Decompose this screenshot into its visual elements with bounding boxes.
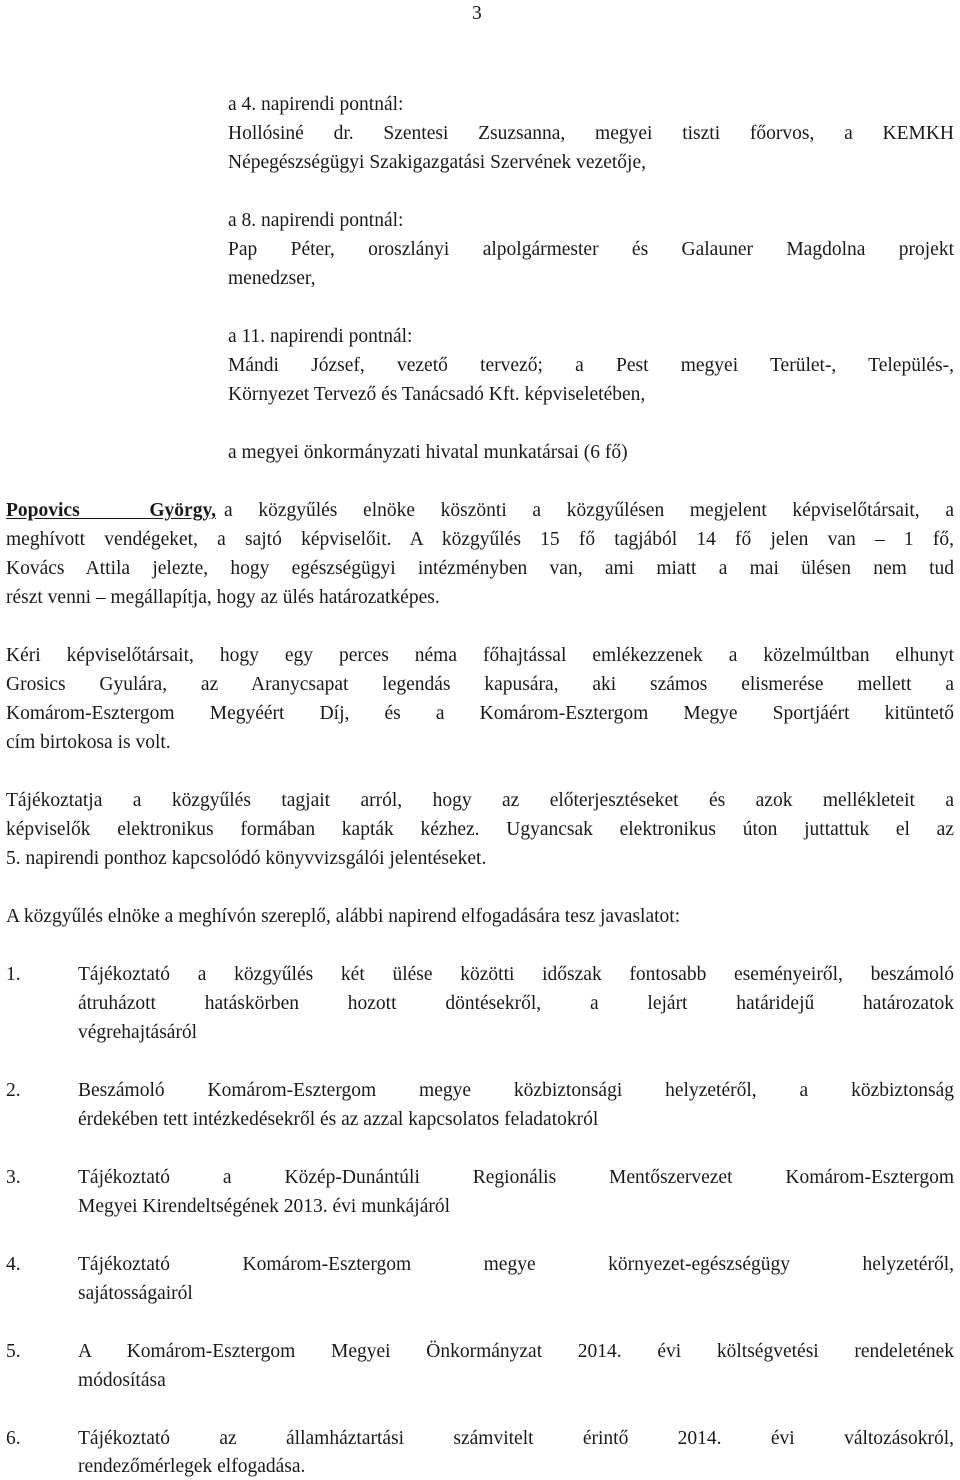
agenda-item-number: 6. (6, 1428, 21, 1449)
invitee-item4-line: Népegészségügyi Szakigazgatási Szervének vezetője, (228, 152, 646, 173)
agenda-item-text: Tájékoztató az államháztartási számvitelt érintő 2014. évi változásokról, (78, 1428, 954, 1449)
agenda-item-text: módosítása (78, 1370, 166, 1391)
info-line: Tájékoztatja a közgyűlés tagjait arról, hogy az előterjesztéseket és azok mellékleteit a (6, 790, 954, 811)
invitee-staff: a megyei önkormányzati hivatal munkatársai (6 fő) (228, 442, 628, 463)
agenda-item-text: Megyei Kirendeltségének 2013. évi munkájáról (78, 1196, 451, 1217)
silence-line: cím birtokosa is volt. (6, 732, 171, 753)
invitee-item11-line: Környezet Tervező és Tanácsadó Kft. képviseletében, (228, 384, 646, 405)
invitee-item8-line: Pap Péter, oroszlányi alpolgármester és Galauner Magdolna projekt (228, 239, 954, 260)
agenda-item-number: 3. (6, 1167, 21, 1188)
invitee-item4-line: Hollósiné dr. Szentesi Zsuzsanna, megyei tiszti főorvos, a KEMKH (228, 123, 954, 144)
agenda-item-text: Tájékoztató Komárom-Esztergom megye környezet-egészségügy helyzetéről, (78, 1254, 954, 1275)
invitee-item8-label: a 8. napirendi pontnál: (228, 210, 404, 231)
info-line: képviselők elektronikus formában kapták kézhez. Ugyancsak elektronikus úton juttattuk el az (6, 819, 954, 840)
invitee-item8-line: menedzser, (228, 268, 316, 289)
page-number: 3 (472, 3, 482, 24)
agenda-item-number: 2. (6, 1080, 21, 1101)
invitee-item11-line: Mándi József, vezető tervező; a Pest megyei Terület-, Település-, (228, 355, 954, 376)
agenda-item-text: Tájékoztató a közgyűlés két ülése közötti időszak fontosabb eseményeiről, beszámoló (78, 964, 954, 985)
agenda-item-text: végrehajtásáról (78, 1022, 198, 1043)
greeting-line: Kovács Attila jelezte, hogy egészségügyi intézményben van, ami miatt a mai ülésen nem tud (6, 558, 954, 579)
greeting-line: meghívott vendégeket, a sajtó képviselőit. A közgyűlés 15 fő tagjából 14 fő jelen van – 1 fő, (6, 529, 954, 550)
agenda-item-text: Beszámoló Komárom-Esztergom megye közbiztonsági helyzetéről, a közbiztonság (78, 1080, 954, 1101)
greeting-line: részt venni – megállapítja, hogy az ülés határozatképes. (6, 587, 440, 608)
silence-line: Kéri képviselőtársait, hogy egy perces néma főhajtással emlékezzenek a közelmúltban elhunyt (6, 645, 954, 666)
agenda-item-text: sajátosságairól (78, 1283, 193, 1304)
agenda-intro: A közgyűlés elnöke a meghívón szereplő, alábbi napirend elfogadására tesz javaslatot: (6, 906, 681, 927)
invitee-item11-label: a 11. napirendi pontnál: (228, 326, 413, 347)
agenda-item-number: 1. (6, 964, 21, 985)
agenda-item-number: 5. (6, 1341, 21, 1362)
greeting-line: a közgyűlés elnöke köszönti a közgyűlésen megjelent képviselőtársait, a (224, 500, 954, 521)
agenda-item-number: 4. (6, 1254, 21, 1275)
agenda-item-text: érdekében tett intézkedésekről és az azzal kapcsolatos feladatokról (78, 1109, 599, 1130)
agenda-item-text: átruházott hatáskörben hozott döntésekről, a lejárt határidejű határozatok (78, 993, 954, 1014)
silence-line: Komárom-Esztergom Megyéért Díj, és a Komárom-Esztergom Megye Sportjáért kitüntető (6, 703, 954, 724)
agenda-item-text: rendezőmérlegek elfogadása. (78, 1456, 306, 1477)
agenda-item-text: Tájékoztató a Közép-Dunántúli Regionális Mentőszervezet Komárom-Esztergom (78, 1167, 954, 1188)
invitee-item4-label: a 4. napirendi pontnál: (228, 94, 404, 115)
info-line: 5. napirendi ponthoz kapcsolódó könyvvizsgálói jelentéseket. (6, 848, 487, 869)
silence-line: Grosics Gyulára, az Aranycsapat legendás kapusára, aki számos elismerése mellett a (6, 674, 954, 695)
agenda-item-text: A Komárom-Esztergom Megyei Önkormányzat 2014. évi költségvetési rendeletének (78, 1341, 954, 1362)
speaker-name: Popovics György, (6, 500, 216, 521)
